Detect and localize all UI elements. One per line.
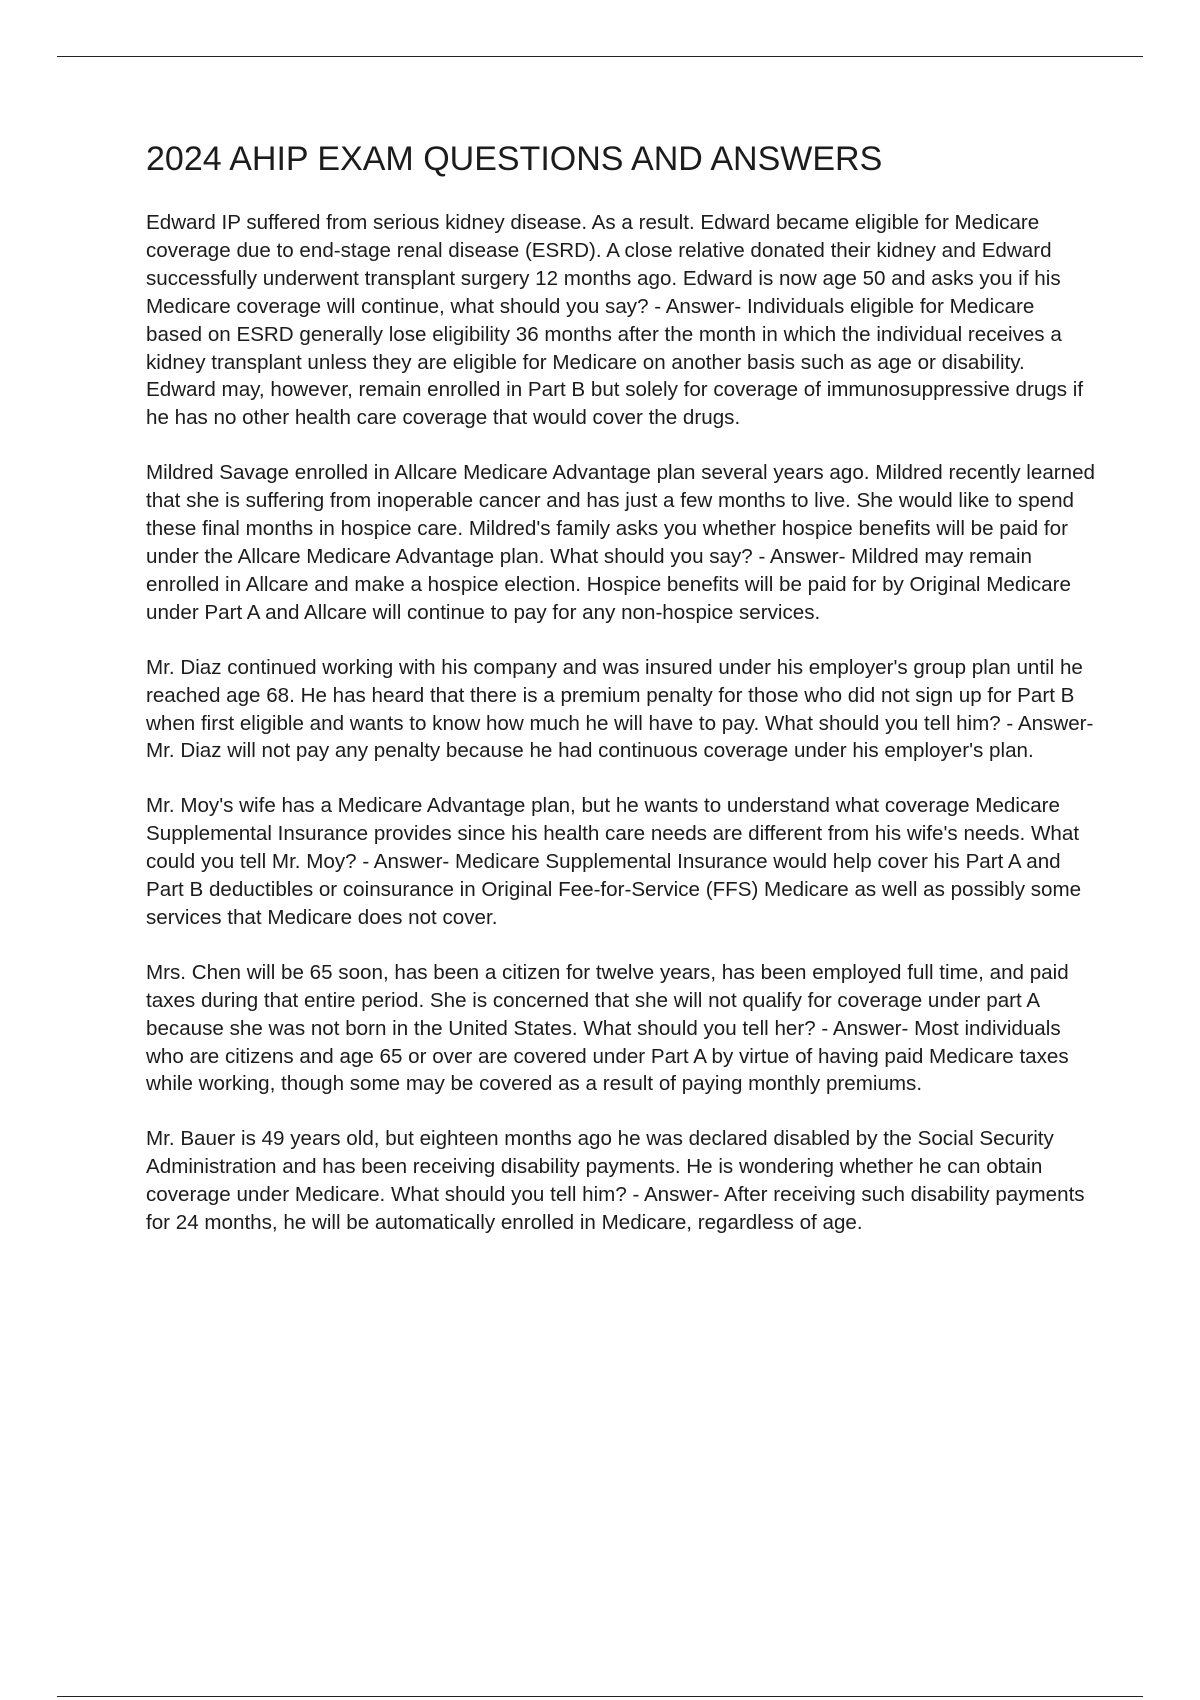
top-divider: [57, 56, 1143, 57]
qa-item-edward-esrd: Edward IP suffered from serious kidney disease. As a result. Edward became eligible for Medicare coverage due to end-stage renal disease (ESRD). A close relative donated their kidney and Edward successfully underwent transplant surgery 12 months ago. Edward is now age 50 and asks you if his Medicare coverage will continue, what should you say? - Answer- Individuals eligible for Medicare based on ESRD generally lose eligibility 36 months after the month in which the individual receives a kidney transplant unless they are eligible for Medicare on another basis such as age or disability. Edward may, however, remain enrolled in Part B but solely for coverage of immunosuppressive drugs if he has no other health care coverage that would cover the drugs.: [146, 211, 1084, 430]
bottom-divider: [57, 1696, 1143, 1697]
qa-item-diaz-penalty: Mr. Diaz continued working with his company and was insured under his employer's group plan until he reached age 68. He has heard that there is a premium penalty for those who did not sign up for Part B when first eligible and wants to know how much he will have to pay. What should you tell him? - Answer- Mr. Diaz will not pay any penalty because he had continuous coverage under his employer's plan.: [146, 655, 1094, 763]
page-title: 2024 AHIP EXAM QUESTIONS AND ANSWERS: [146, 140, 883, 178]
qa-item-chen-part-a: Mrs. Chen will be 65 soon, has been a citizen for twelve years, has been employed full time, and paid taxes during that entire period. She is concerned that she will not qualify for coverage under part A because she was not born in the United States. What should you tell her? - Answer- Most individuals who are citizens and age 65 or over are covered under Part A by virtue of having paid Medicare taxes while working, though some may be covered as a result of paying monthly premiums.: [146, 960, 1069, 1096]
qa-item-bauer-disability: Mr. Bauer is 49 years old, but eighteen months ago he was declared disabled by the Social Security Administration and has been receiving disability payments. He is wondering whether he can obtain coverage under Medicare. What should you tell him? - Answer- After receiving such disability payments for 24 months, he will be automatically enrolled in Medicare, regardless of age.: [146, 1127, 1085, 1235]
qa-item-mildred-hospice: Mildred Savage enrolled in Allcare Medicare Advantage plan several years ago. Mildred recently learned that she is suffering from inoperable cancer and has just a few months to live. She would like to spend these final months in hospice care. Mildred's family asks you whether hospice benefits will be paid for under the Allcare Medicare Advantage plan. What should you say? - Answer- Mildred may remain enrolled in Allcare and make a hospice election. Hospice benefits will be paid for by Original Medicare under Part A and Allcare will continue to pay for any non-hospice services.: [146, 461, 1095, 624]
document-body: [146, 140, 1096, 1264]
qa-item-moy-supplemental: Mr. Moy's wife has a Medicare Advantage plan, but he wants to understand what coverage Medicare Supplemental Insurance provides since his health care needs are different from his wife's needs. What could you tell Mr. Moy? - Answer- Medicare Supplemental Insurance would help cover his Part A and Part B deductibles or coinsurance in Original Fee-for-Service (FFS) Medicare as well as possibly some services that Medicare does not cover.: [146, 794, 1082, 929]
